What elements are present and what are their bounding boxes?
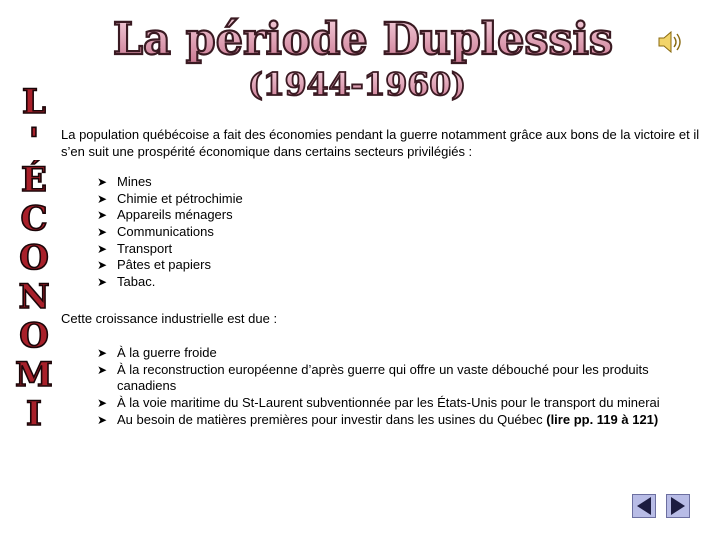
svg-text:N: N xyxy=(18,277,50,316)
sector-item xyxy=(97,174,709,191)
svg-text:C: C xyxy=(20,199,48,238)
sector-label: Communications xyxy=(117,224,214,240)
arrowhead-bullet-icon: ➤ xyxy=(97,345,108,360)
svg-text:M: M xyxy=(15,355,53,394)
side-letter xyxy=(14,316,54,355)
side-letter xyxy=(14,355,54,394)
cause-item xyxy=(97,412,709,429)
sector-item xyxy=(97,224,709,241)
svg-text:O: O xyxy=(19,316,49,355)
arrowhead-bullet-icon: ➤ xyxy=(97,258,108,273)
svg-text:': ' xyxy=(28,121,40,160)
speaker-icon[interactable] xyxy=(655,28,683,56)
sector-list xyxy=(97,174,709,291)
side-letter xyxy=(14,394,54,433)
side-letter xyxy=(14,121,54,160)
cause-text: À la guerre froide xyxy=(117,344,217,360)
intro-paragraph: La population québécoise a fait des économies pendant la guerre notamment grâce aux bons de la victoire et il s’en suit une prospérité économique dans certains secteurs privilégiés : xyxy=(61,127,700,159)
svg-text:O: O xyxy=(19,238,49,277)
sector-item xyxy=(97,241,709,258)
cause-item xyxy=(97,345,709,362)
cause-item xyxy=(97,395,709,412)
cause-text: À la reconstruction européenne d’après guerre qui offre un vaste débouché pour les produits canadiens xyxy=(117,361,649,394)
page-subtitle-text: (1944-1960) xyxy=(248,67,466,103)
arrowhead-bullet-icon: ➤ xyxy=(97,275,108,290)
page-subtitle xyxy=(245,64,470,104)
side-vertical-word xyxy=(14,82,54,433)
sector-label: Mines xyxy=(117,174,152,189)
cause-text: Au besoin de matières premières pour investir dans les usines du Québec xyxy=(117,411,547,427)
arrowhead-bullet-icon: ➤ xyxy=(97,362,108,377)
sector-item xyxy=(97,257,709,274)
sector-label: Pâtes et papiers xyxy=(117,257,211,273)
page-reference: (lire pp. 119 à 121) xyxy=(546,411,659,427)
cause-heading: Cette croissance industrielle est due : xyxy=(61,310,278,326)
page-title-text: La période Duplessis xyxy=(113,14,613,65)
next-button[interactable] xyxy=(666,494,690,518)
arrowhead-bullet-icon: ➤ xyxy=(97,412,108,427)
side-letter xyxy=(14,277,54,316)
arrowhead-bullet-icon: ➤ xyxy=(97,175,108,189)
sector-item xyxy=(97,191,709,208)
svg-text:É: É xyxy=(21,160,47,199)
cause-list xyxy=(97,345,709,429)
arrowhead-bullet-icon: ➤ xyxy=(97,395,108,410)
prev-button[interactable] xyxy=(632,494,656,518)
page-title xyxy=(108,10,618,68)
sector-item xyxy=(97,274,709,291)
side-letter xyxy=(14,238,54,277)
svg-text:I: I xyxy=(26,394,42,433)
side-letter xyxy=(14,199,54,238)
sector-label: Appareils ménagers xyxy=(117,207,233,223)
sector-label: Chimie et pétrochimie xyxy=(117,190,243,206)
side-letter xyxy=(14,160,54,199)
cause-item xyxy=(97,362,709,395)
arrowhead-bullet-icon: ➤ xyxy=(97,191,108,206)
main-content xyxy=(61,126,709,428)
arrowhead-bullet-icon: ➤ xyxy=(97,241,108,256)
side-letter xyxy=(14,82,54,121)
svg-text:L: L xyxy=(22,82,46,121)
cause-text: À la voie maritime du St-Laurent subventionnée par les États-Unis pour le transport du minerai xyxy=(117,394,660,410)
sector-item xyxy=(97,207,709,224)
sector-label: Transport xyxy=(117,240,173,256)
arrowhead-bullet-icon: ➤ xyxy=(97,225,108,240)
sector-label: Tabac. xyxy=(117,274,156,290)
arrowhead-bullet-icon: ➤ xyxy=(97,208,108,223)
